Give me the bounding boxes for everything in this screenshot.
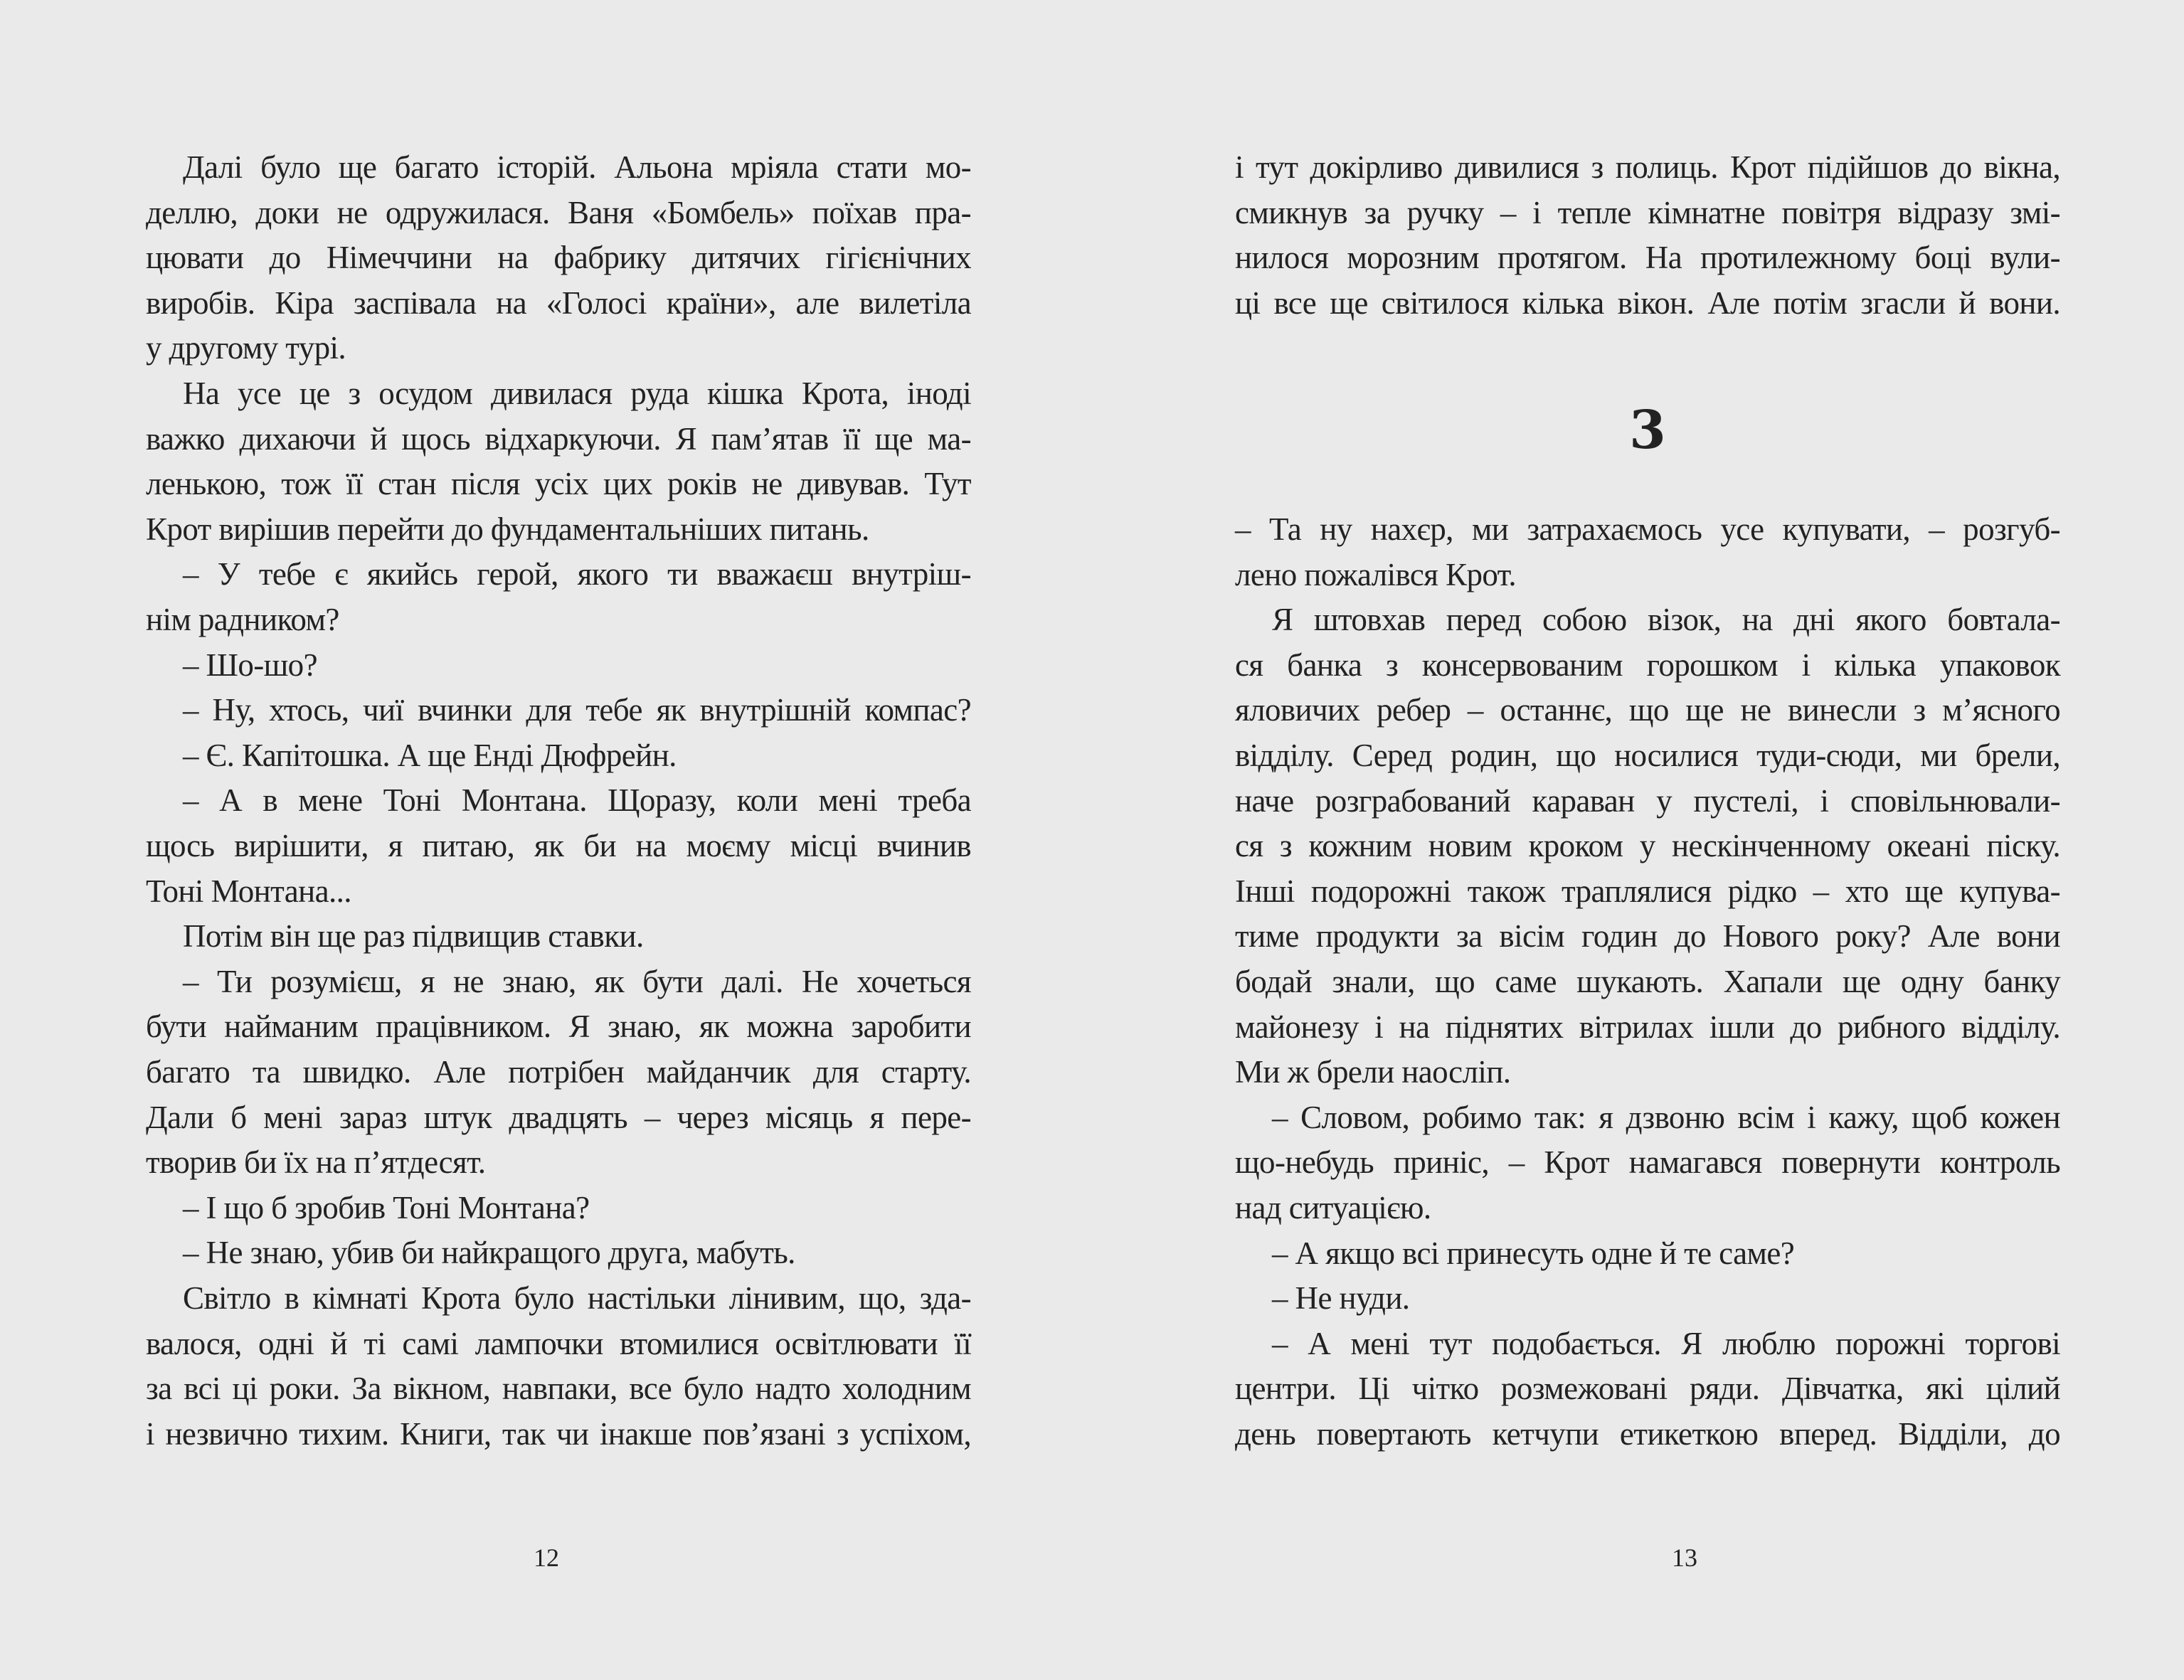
text-line: – Є. Капітошка. А ще Енді Дюфрейн. — [183, 737, 677, 773]
text-line: На усе це з осудом дивилася руда кішка Крота, іноді — [183, 376, 971, 411]
text-line: за всі ці роки. За вікном, навпаки, все було надто холодним — [146, 1371, 971, 1407]
text-line: і незвично тихим. Книги, так чи інакше пов’язані з успіхом, — [146, 1415, 971, 1452]
text-line: наче розграбований караван у пустелі, і сповільнювали- — [1235, 782, 2060, 819]
text-line: смикнув за ручку – і тепле кімнатне повітря відразу змі- — [1235, 194, 2060, 230]
text-line: день повертають кетчупи етикеткою вперед. Відділи, до — [1235, 1416, 2060, 1452]
text-line: цювати до Німеччини на фабрику дитячих гігієнічних — [146, 240, 971, 276]
text-line: Ми ж брели наосліп. — [1235, 1054, 1511, 1090]
text-line: бодай знали, що саме шукають. Хапали ще одну банку — [1235, 964, 2060, 999]
text-line: Далі було ще багато історій. Альона мріяла стати мо- — [183, 149, 971, 185]
text-line: деллю, доки не одружилася. Ваня «Бомбель» поїхав пра- — [146, 194, 971, 230]
text-line: ці все ще світилося кілька вікон. Але потім згасли й вони. — [1235, 285, 2060, 321]
text-line: над ситуацією. — [1235, 1190, 1431, 1226]
text-line: – А в мене Тоні Монтана. Щоразу, коли мені треба — [183, 782, 971, 819]
text-line: – А якщо всі принесуть одне й те саме? — [1272, 1235, 1795, 1271]
text-line: – Не нуди. — [1272, 1280, 1410, 1317]
text-line: майонезу і на піднятих вітрилах ішли до рибного відділу. — [1235, 1009, 2060, 1045]
text-line: відділу. Серед родин, що носилися туди-сюди, ми брели, — [1235, 738, 2060, 773]
text-line: багато та швидко. Але потрібен майданчик для старту. — [146, 1054, 971, 1090]
text-line: тиме продукти за вісім годин до Нового року? Але вони — [1235, 918, 2060, 955]
text-line: – А мені тут подобається. Я люблю порожні торгові — [1272, 1325, 2060, 1361]
text-line: ленькою, тож її стан після усіх цих років не дивував. Тут — [146, 466, 971, 502]
text-line: нилося морозним протягом. На протилежному боці вули- — [1235, 240, 2060, 276]
text-line: Я штовхав перед собою візок, на дні якого бовтала- — [1272, 602, 2060, 638]
text-line: ся з кожним новим кроком у нескінченному океані піску. — [1235, 828, 2060, 864]
text-line: Дали б мені зараз штук двадцять – через місяць я пере- — [146, 1099, 971, 1135]
text-line: важко дихаючи й щось відхаркуючи. Я пам’ятав її ще ма- — [146, 420, 971, 457]
text-line: що-небудь приніс, – Крот намагався повернути контроль — [1235, 1144, 2060, 1181]
text-line: – Ну, хтось, чиї вчинки для тебе як внутрішній компас? — [183, 692, 971, 728]
text-line: – У тебе є якийсь герой, якого ти вважаєш внутріш- — [183, 556, 971, 592]
text-line: і тут докірливо дивилися з полиць. Крот підійшов до вікна, — [1235, 149, 2060, 185]
text-line: – Словом, робимо так: я дзвоню всім і кажу, щоб кожен — [1272, 1099, 2060, 1135]
text-line: творив би їх на п’ятдесят. — [146, 1144, 486, 1181]
text-line: щось вирішити, я питаю, як би на моєму місці вчинив — [146, 828, 971, 863]
text-line: Потім він ще раз підвищив ставки. — [183, 918, 644, 955]
text-line: Тоні Монтана... — [146, 873, 351, 909]
text-line: – І що б зробив Тоні Монтана? — [183, 1189, 590, 1226]
text-line: нім радником? — [146, 602, 339, 637]
text-line: яловичих ребер – останнє, що ще не винесли з м’ясного — [1235, 692, 2060, 728]
text-line: – Та ну нахєр, ми затрахаємось усе купувати, – розгуб- — [1235, 511, 2060, 547]
text-line: валося, одні й ті самі лампочки втомилися освітлювати її — [146, 1325, 971, 1361]
text-line: Світло в кімнаті Крота було настільки лінивим, що, зда- — [183, 1280, 971, 1316]
right-page — [1092, 0, 2184, 1680]
chapter-heading: 3 — [1629, 400, 1666, 461]
text-line: бути найманим працівником. Я знаю, як можна заробити — [146, 1009, 971, 1045]
text-line: центри. Ці чітко розмежовані ряди. Дівчатка, які цілий — [1235, 1371, 2060, 1407]
text-line: лено пожалівся Крот. — [1235, 556, 1516, 592]
text-line: виробів. Кіра заспівала на «Голосі країни», але вилетіла — [146, 285, 971, 321]
text-line: Крот вирішив перейти до фундаментальніших питань. — [146, 511, 869, 547]
text-line: ся банка з консервованим горошком і кілька упаковок — [1235, 647, 2060, 683]
page-number-right: 13 — [1672, 1543, 1697, 1572]
text-line: – Ти розумієш, я не знаю, як бути далі. Не хочеться — [183, 963, 971, 999]
page-number-left: 12 — [534, 1543, 559, 1572]
text-line: Інші подорожні також траплялися рідко – хто ще купува- — [1235, 873, 2060, 909]
text-line: – Не знаю, убив би найкращого друга, мабуть. — [183, 1235, 795, 1271]
text-line: у другому турі. — [146, 330, 346, 366]
text-line: – Шо-шо? — [183, 647, 317, 683]
